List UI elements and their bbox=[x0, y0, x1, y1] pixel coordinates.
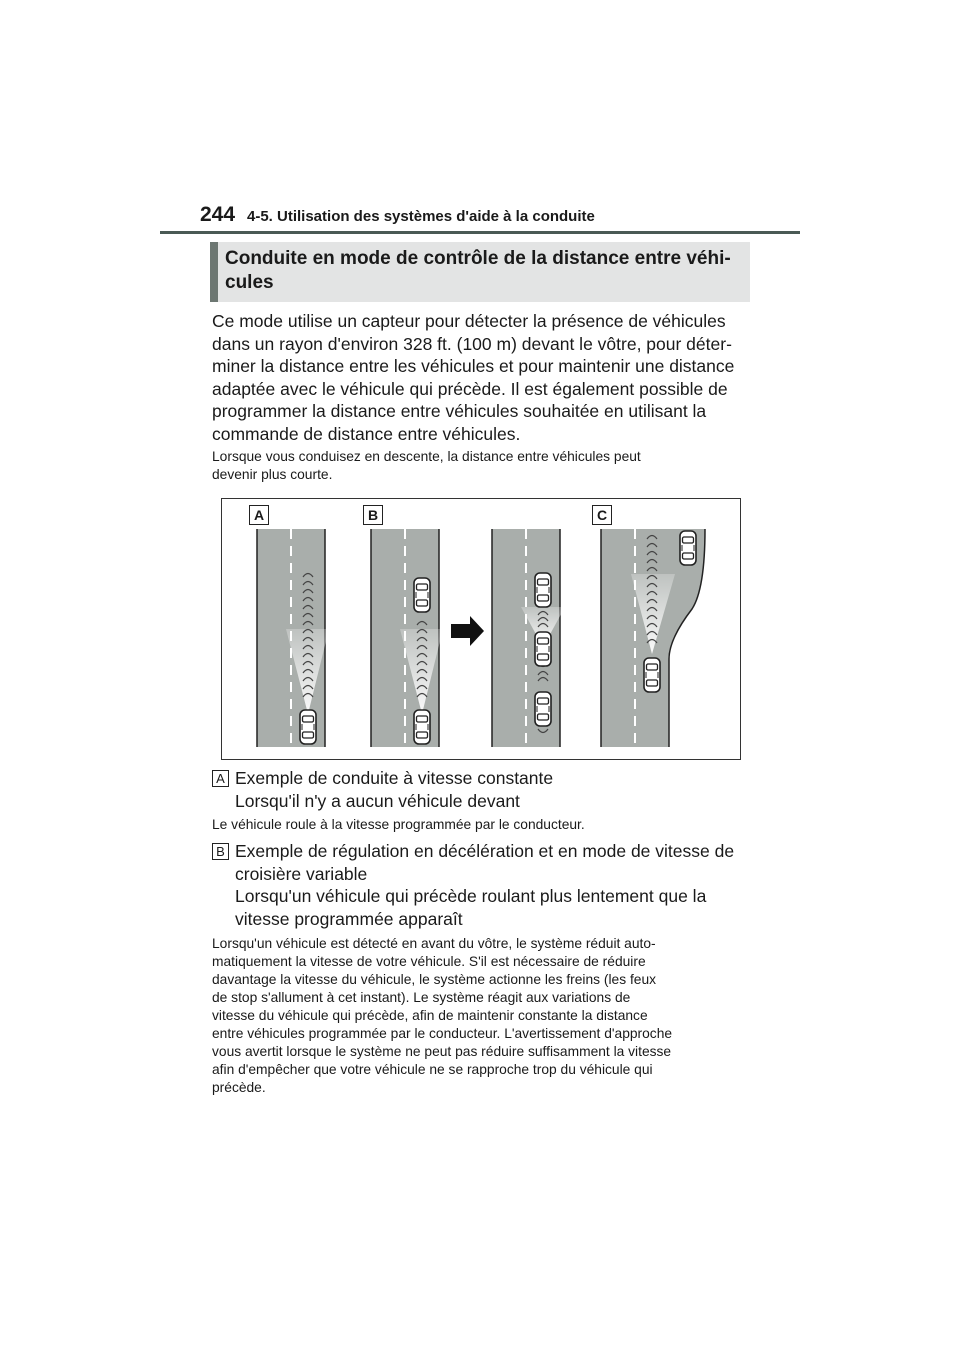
text-line: de stop s'allument à cet instant). Le système réagit aux variations de bbox=[212, 990, 631, 1005]
text-line: vous avertit lorsque le système ne peut pas réduire suffisamment la vitesse bbox=[212, 1044, 672, 1059]
figure-label-a: A bbox=[249, 505, 269, 525]
text-line: matiquement la vitesse de votre véhicule. S'il est nécessaire de réduire bbox=[212, 954, 646, 969]
item-b-line: Exemple de régulation en décélération et en mode de vitesse de bbox=[235, 841, 735, 861]
page-number: 244 bbox=[200, 203, 236, 226]
text-line: précède. bbox=[212, 1080, 266, 1095]
text-line: davantage la vitesse du véhicule, le système actionne les freins (les feux bbox=[212, 972, 657, 987]
header-rule bbox=[160, 231, 800, 234]
road-b1 bbox=[371, 529, 443, 747]
intro-paragraph bbox=[212, 310, 752, 445]
heading-line: cules bbox=[225, 272, 274, 293]
text-line: adaptée avec le véhicule qui précède. Il est également possible de bbox=[212, 378, 728, 399]
section-heading bbox=[210, 242, 750, 302]
item-b-line: vitesse programmée apparaît bbox=[235, 908, 463, 929]
road-c bbox=[601, 529, 705, 747]
road-a bbox=[257, 529, 329, 747]
text-line: afin d'empêcher que votre véhicule ne se rapproche trop du véhicule qui bbox=[212, 1062, 653, 1077]
text-line: programmer la distance entre véhicules souhaitée en utilisant la bbox=[212, 401, 707, 421]
text-line: devenir plus courte. bbox=[212, 467, 333, 482]
figure-label-c: C bbox=[592, 505, 612, 525]
item-b-line: croisière variable bbox=[235, 863, 368, 884]
item-b-line: Lorsqu'un véhicule qui précède roulant plus lentement que la bbox=[235, 886, 707, 906]
text-line: Lorsqu'un véhicule est détecté en avant du vôtre, le système réduit auto- bbox=[212, 936, 656, 951]
item-a-line: Exemple de conduite à vitesse constante bbox=[235, 768, 554, 788]
label-b-box: B bbox=[212, 843, 229, 860]
text-line: commande de distance entre véhicules. bbox=[212, 423, 521, 444]
right-arrow-icon bbox=[451, 616, 484, 646]
item-a bbox=[212, 767, 757, 812]
text-line: vitesse du véhicule qui précède, afin de maintenir constante la distance bbox=[212, 1008, 648, 1023]
distance-control-illustration bbox=[221, 498, 741, 760]
text-line: Lorsque vous conduisez en descente, la distance entre véhicules peut bbox=[212, 449, 641, 464]
text-line: miner la distance entre les véhicules et pour maintenir une distance bbox=[212, 356, 735, 376]
item-a-description: Le véhicule roule à la vitesse programmée par le conducteur. bbox=[212, 817, 585, 832]
figure-graphic bbox=[222, 499, 740, 759]
section-title: 4-5. Utilisation des systèmes d'aide à la conduite bbox=[247, 208, 595, 225]
text-line: entre véhicules programmée par le conducteur. L'avertissement d'approche bbox=[212, 1026, 673, 1041]
item-b bbox=[212, 840, 757, 930]
item-b-description bbox=[212, 935, 757, 1097]
text-line: Ce mode utilise un capteur pour détecter la présence de véhicules bbox=[212, 311, 726, 331]
label-a-box: A bbox=[212, 770, 229, 787]
figure-label-b: B bbox=[363, 505, 383, 525]
heading-line: Conduite en mode de contrôle de la distance entre véhi- bbox=[225, 248, 731, 269]
item-a-line: Lorsqu'il n'y a aucun véhicule devant bbox=[235, 790, 520, 811]
text-line: dans un rayon d'environ 328 ft. (100 m) devant le vôtre, pour déter- bbox=[212, 333, 732, 354]
note-paragraph bbox=[212, 448, 752, 484]
road-b2 bbox=[492, 529, 565, 747]
